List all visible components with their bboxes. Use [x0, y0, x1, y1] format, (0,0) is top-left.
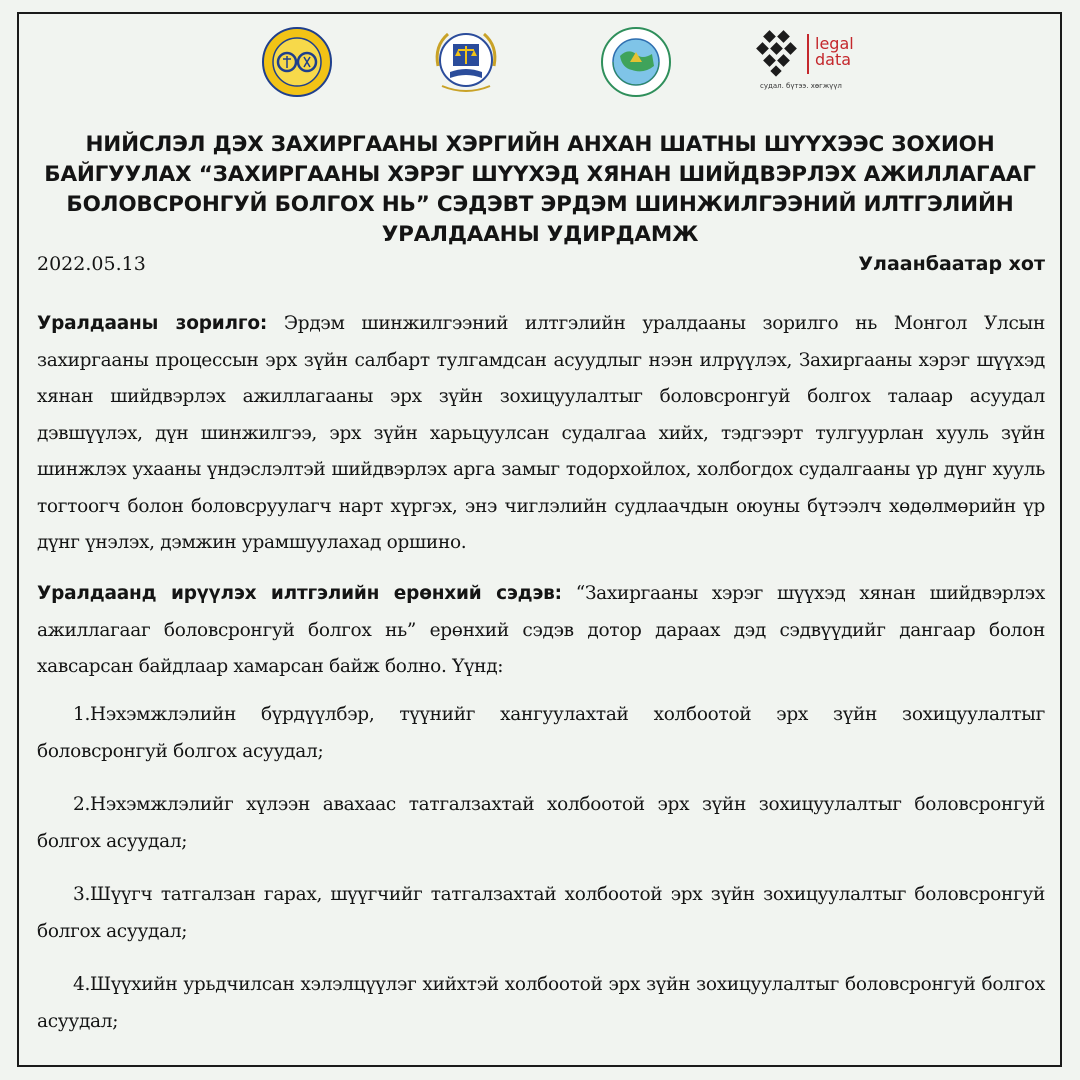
goal-label: Уралдааны зорилго: [37, 313, 268, 334]
document-title: НИЙСЛЭЛ ДЭХ ЗАХИРГААНЫ ХЭРГИЙН АНХАН ШАТНЫ ШҮҮХЭЭС ЗОХИОН БАЙГУУЛАХ “ЗАХИРГААНЫ ХЭРЭГ ШҮҮХЭД ХЯНАН ШИЙДВЭРЛЭХ АЖИЛЛАГААГ БОЛОВСРОНГУЙ БОЛГОХ НЬ” СЭДЭВТ ЭРДЭМ ШИНЖИЛГЭЭНИЙ ИЛТГЭЛИЙН УРАЛДААНЫ УДИРДАМЖ [44, 132, 1036, 247]
legal-data-logo [755, 30, 865, 92]
topic-paragraph [37, 576, 1045, 686]
legal-data-mark-icon [755, 30, 803, 78]
topic-label: Уралдаанд ирүүлэх илтгэлийн ерөнхий сэдэв: [37, 583, 562, 604]
document-date: 2022.05.13 [37, 253, 146, 275]
logo-row [0, 26, 1080, 98]
list-item: 4.Шүүхийн урьдчилсан хэлэлцүүлэг хийхтэй холбоотой эрх зүйн зохицуулалтыг боловсронгуй болгох асуудал; [37, 974, 1045, 1032]
list-item: 2.Нэхэмжлэлийг хүлээн авахаас татгалзахтай холбоотой эрх зүйн зохицуулалтыг боловсронгуй болгох асуудал; [37, 794, 1045, 852]
legal-data-tagline: судал. бүтээ. хөгжүүл [760, 82, 842, 90]
legal-data-wordmark: legal data [815, 34, 854, 69]
list-item: 1.Нэхэмжлэлийн бүрдүүлбэр, түүнийг хангуулахтай холбоотой эрх зүйн зохицуулалтыг боловсронгуй болгох асуудал; [37, 704, 1045, 762]
topic-text: “Захиргааны хэрэг шүүхэд хянан шийдвэрлэх ажиллагааг боловсронгуй болгох нь” ерөнхий сэдэв дотор дараах дэд сэдвүүдийг дангаар болон хавсарсан байдлаар хамарсан байж болно. Үүнд: [37, 583, 1045, 677]
judicial-emblem-logo [428, 26, 504, 96]
dateline [37, 253, 1045, 275]
document-city: Улаанбаатар хот [858, 253, 1045, 275]
globe-seal-logo [600, 26, 672, 98]
list-item: 3.Шүүгч татгалзан гарах, шүүгчийг татгалзахтай холбоотой эрх зүйн зохицуулалтыг боловсронгуй болгох асуудал; [37, 884, 1045, 942]
legal-data-divider [807, 34, 809, 74]
goal-paragraph [37, 306, 1045, 562]
goal-text: Эрдэм шинжилгээний илтгэлийн уралдааны зорилго нь Монгол Улсын захиргааны процессын эрх зүйн салбарт тулгамдсан асуудлыг нээн илрүүлэх, Захиргааны хэрэг шүүхэд хянан шийдвэрлэх ажиллагааны эрх зүйн зохицуулалтыг боловсронгуй болгох талаар асуудал дэвшүүлэх, дүн шинжилгээ, эрх зүйн харьцуулсан судалгаа хийх, тэдгээрт тулгуурлан хууль зүйн шинжлэх ухааны үндэслэлтэй шийдвэрлэх арга замыг тодорхойлох, холбогдох судалгааны үр дүнг хууль тогтоогч болон боловсруулагч нарт хүргэх, энэ чиглэлийн судлаачдын оюуны бүтээлч хөдөлмөрийн үр дүнг үнэлэх, дэмжин урамшуулахад оршино. [37, 313, 1045, 553]
court-seal-logo [261, 26, 333, 98]
